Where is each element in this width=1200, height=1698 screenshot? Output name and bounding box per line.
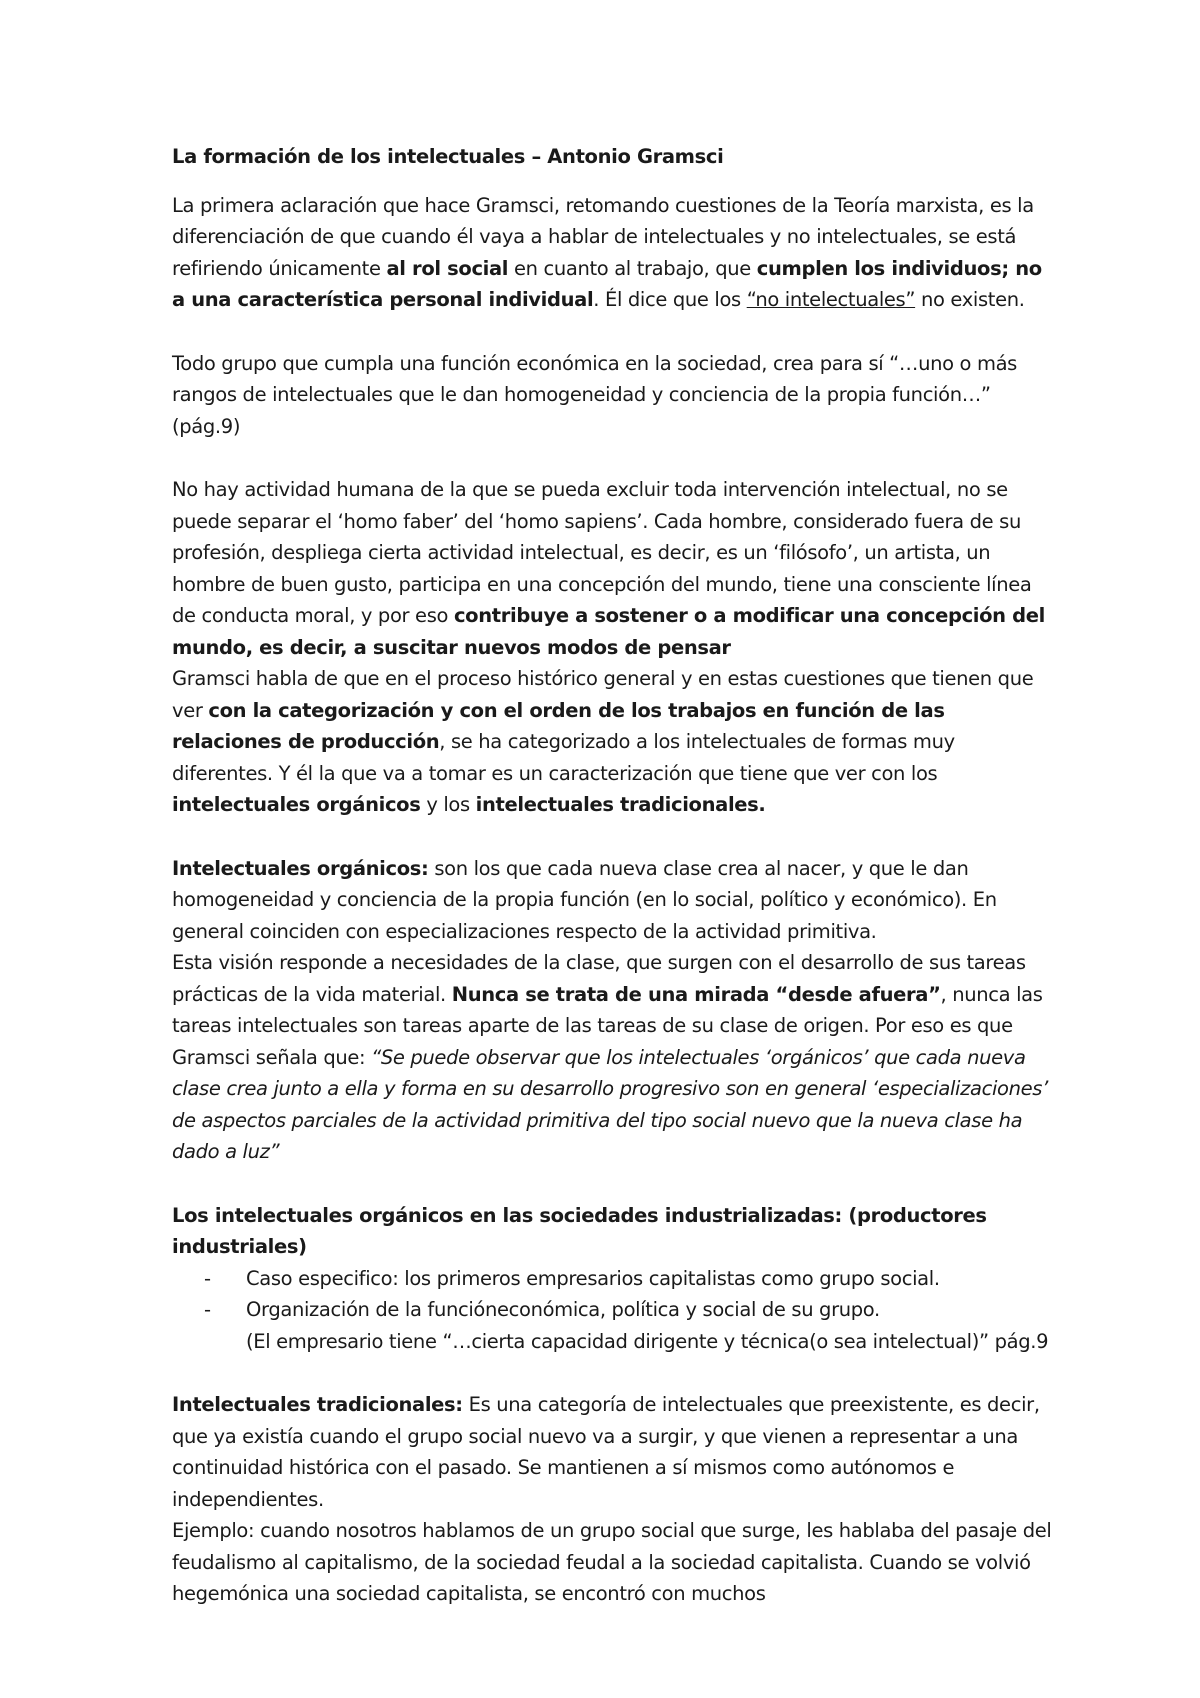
text-run: Esta visión responde a necesidades de la clase, que surgen con el desarrollo de sus tareas prácticas de la vida material.: [172, 951, 1026, 1006]
text-run: Ejemplo: cuando nosotros hablamos de un grupo social que surge, les hablaba del pasaje del feudalismo al capitalismo, de la sociedad feudal a la sociedad capitalista. Cuando se volvió hegemónica una sociedad capitalista, se encontró con muchos: [172, 1519, 1052, 1605]
list-item: [172, 1294, 1052, 1357]
paragraph-proceso-historico: [172, 663, 1052, 821]
underlined-run: “no intelectuales”: [746, 288, 916, 311]
bold-run: intelectuales tradicionales.: [475, 793, 766, 816]
dash-list: [172, 1263, 1052, 1358]
bold-run: cumplen los individuos; no a una característica personal individual: [172, 256, 1042, 311]
text-run: Es una categoría de intelectuales que preexistente, es decir, que ya existía cuando el grupo social nuevo va a surgir, y que vienen a representar a una continuidad histórica con el pasado. Se mantienen a sí mismos como autónomos e independientes.: [172, 1393, 1040, 1511]
text-run: . Él dice que los: [593, 288, 747, 311]
bold-run: al rol social: [386, 256, 509, 280]
text-run: , se ha categorizado a los intelectuales de formas muy diferentes. Y él la que va a tomar es un caracterización que tiene que ver con los: [172, 730, 955, 785]
text-run: Gramsci habla de que en el proceso histórico general y en estas cuestiones que tienen que ver: [172, 667, 1034, 722]
paragraph-vision: [172, 947, 1052, 1168]
bold-run: Los intelectuales orgánicos en las sociedades industrializadas: (productores industriales): [172, 1203, 987, 1258]
text-run: en cuanto al trabajo, que: [508, 256, 757, 280]
text-run: La primera aclaración que hace Gramsci, retomando cuestiones de la Teoría marxista, es la diferenciación de que cuando él vaya a hablar de intelectuales y no intelectuales, se está refiriendo únicamente: [172, 193, 1034, 280]
paragraph-aclaracion: [172, 190, 1052, 316]
paragraph-grupo-funcion: [172, 348, 1052, 443]
text-run: y los: [420, 793, 476, 816]
list-note: (El empresario tiene “…cierta capacidad dirigente y técnica(o sea intelectual)” pág.9: [246, 1329, 1049, 1353]
bold-run: Intelectuales orgánicos:: [172, 856, 429, 880]
bold-run: con la categorización y con el orden de los trabajos en función de las relaciones de producción: [172, 698, 945, 753]
text-run: son los que cada nueva clase crea al nacer, y que le dan homogeneidad y conciencia de la propia función (en lo social, político y económico). En general coinciden con especializaciones respecto de la actividad primitiva.: [172, 856, 997, 943]
section-heading-sociedades-industrializadas: [172, 1200, 1052, 1263]
text-run: Todo grupo que cumpla una función económica en la sociedad, crea para sí “…uno o más rangos de intelectuales que le dan homogeneidad y conciencia de la propia función…” (pág.9): [172, 351, 1017, 438]
italic-quote: “Se puede observar que los intelectuales ‘orgánicos’ que cada nueva clase crea junto a ella y forma en su desarrollo progresivo son en general ‘especializaciones’ de aspectos parciales de la actividad primitiva del tipo social nuevo que la nueva clase ha dado a luz”: [172, 1045, 1048, 1163]
bold-run: intelectuales orgánicos: [172, 793, 421, 816]
paragraph-intelectuales-organicos: [172, 853, 1052, 948]
paragraph-actividad-humana: [172, 474, 1052, 663]
bold-run: Intelectuales tradicionales:: [172, 1393, 463, 1416]
text-run: No hay actividad humana de la que se pueda excluir toda intervención intelectual, no se puede separar el ‘homo faber’ del ‘homo sapiens’. Cada hombre, considerado fuera de su profesión, despliega cierta actividad intelectual, es decir, es un ‘filósofo’, un artista, un hombre de buen gusto, participa en una concepción del mundo, tiene una consciente línea de conducta moral, y por eso: [172, 478, 1032, 627]
paragraph-ejemplo: [172, 1515, 1052, 1610]
document-title: La formación de los intelectuales – Antonio Gramsci: [172, 145, 724, 168]
text-run: Organización de la funcióneconómica, política y social de su grupo.: [246, 1298, 880, 1321]
text-run: , nunca las tareas intelectuales son tareas aparte de las tareas de su clase de origen. Por eso es que Gramsci señala que:: [172, 982, 1043, 1069]
list-item: - Caso especifico: los primeros empresarios capitalistas como grupo social.: [172, 1263, 1052, 1295]
text-run: no existen.: [915, 288, 1025, 311]
bold-run: contribuye a sostener o a modificar una concepción del mundo, es decir, a suscitar nuevos modos de pensar: [172, 604, 1045, 659]
document-body: [172, 141, 1052, 1610]
bold-run: Nunca se trata de una mirada “desde afuera”: [451, 982, 941, 1006]
paragraph-intelectuales-tradicionales: [172, 1389, 1052, 1515]
